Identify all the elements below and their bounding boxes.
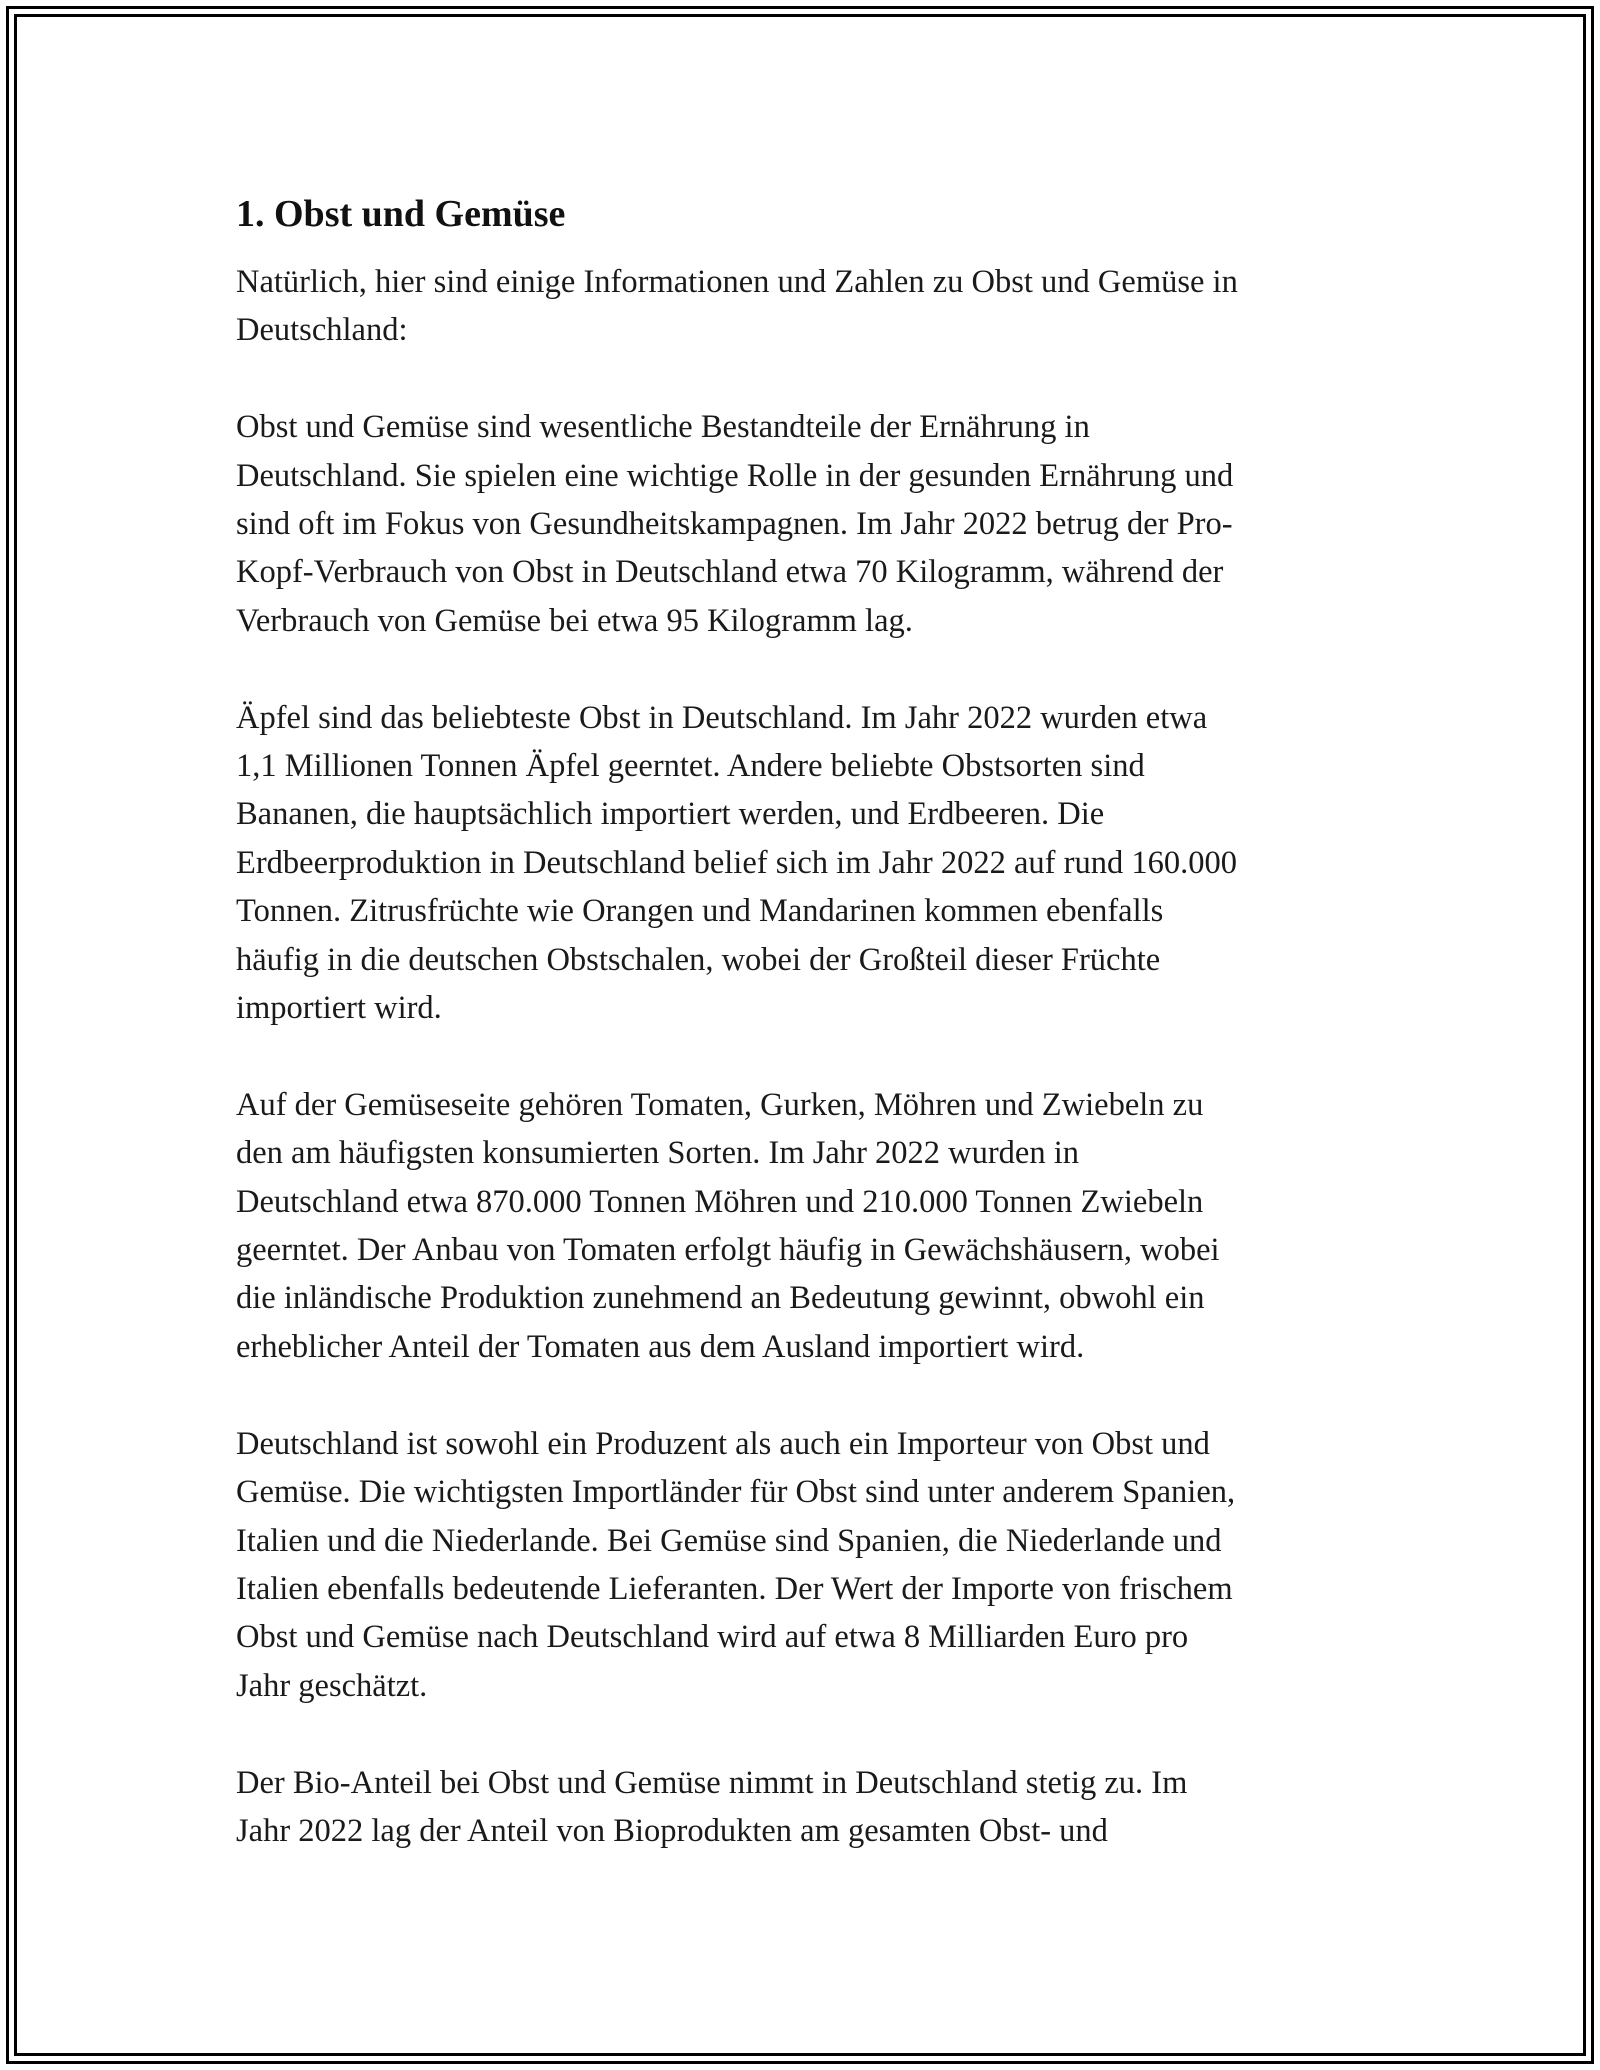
paragraph-line: Bananen, die hauptsächlich importiert werden, und Erdbeeren. Die <box>236 796 1105 833</box>
paragraph-line: Äpfel sind das beliebteste Obst in Deutschland. Im Jahr 2022 wurden etwa <box>236 699 1208 736</box>
paragraph-line: häufig in die deutschen Obstschalen, wobei der Großteil dieser Früchte <box>236 941 1161 978</box>
paragraph-line: Deutschland ist sowohl ein Produzent als auch ein Importeur von Obst und <box>236 1425 1210 1462</box>
paragraph-line: Italien und die Niederlande. Bei Gemüse sind Spanien, die Niederlande und <box>236 1522 1222 1559</box>
paragraph-line: Erdbeerproduktion in Deutschland belief sich im Jahr 2022 auf rund 160.000 <box>236 844 1237 881</box>
paragraph <box>236 1081 1376 1371</box>
paragraph-line: die inländische Produktion zunehmend an Bedeutung gewinnt, obwohl ein <box>236 1280 1205 1317</box>
paragraph-line: Natürlich, hier sind einige Informationen und Zahlen zu Obst und Gemüse in <box>236 264 1238 300</box>
paragraph-line: den am häufigsten konsumierten Sorten. Im Jahr 2022 wurden in <box>236 1135 1080 1172</box>
paragraph-line: Deutschland. Sie spielen eine wichtige Rolle in der gesunden Ernährung und <box>236 457 1234 494</box>
paragraph-line: importiert wird. <box>236 990 442 1027</box>
section-heading: 1. Obst und Gemüse <box>236 193 566 235</box>
paragraph <box>236 403 1376 645</box>
paragraph-line: Jahr 2022 lag der Anteil von Bioprodukten am gesamten Obst- und <box>236 1812 1108 1849</box>
paragraph-line: erheblicher Anteil der Tomaten aus dem Ausland importiert wird. <box>236 1328 1085 1365</box>
paragraph-line: geerntet. Der Anbau von Tomaten erfolgt häufig in Gewächshäusern, wobei <box>236 1232 1220 1269</box>
paragraph <box>236 694 1376 1033</box>
paragraph <box>236 1759 1376 1856</box>
paragraph-line: Deutschland etwa 870.000 Tonnen Möhren und 210.000 Tonnen Zwiebeln <box>236 1183 1204 1220</box>
paragraph-line: Italien ebenfalls bedeutende Lieferanten. Der Wert der Importe von frischem <box>236 1570 1233 1607</box>
paragraph-line: Tonnen. Zitrusfrüchte wie Orangen und Mandarinen kommen ebenfalls <box>236 893 1164 930</box>
paragraph-line: Jahr geschätzt. <box>236 1667 428 1704</box>
paragraph-list <box>236 258 1376 1855</box>
paragraph-line: Deutschland: <box>236 312 408 349</box>
paragraph-line: Verbrauch von Gemüse bei etwa 95 Kilogramm lag. <box>236 602 913 639</box>
paragraph-line: 1,1 Millionen Tonnen Äpfel geerntet. Andere beliebte Obstsorten sind <box>236 748 1145 785</box>
paragraph-line: sind oft im Fokus von Gesundheitskampagnen. Im Jahr 2022 betrug der Pro- <box>236 506 1233 543</box>
paragraph-line: Obst und Gemüse nach Deutschland wird auf etwa 8 Milliarden Euro pro <box>236 1619 1189 1656</box>
paragraph-line: Der Bio-Anteil bei Obst und Gemüse nimmt in Deutschland stetig zu. Im <box>236 1764 1188 1801</box>
paragraph-line: Kopf-Verbrauch von Obst in Deutschland etwa 70 Kilogramm, während der <box>236 554 1224 591</box>
paragraph <box>236 1420 1376 1710</box>
paragraph-line: Auf der Gemüseseite gehören Tomaten, Gurken, Möhren und Zwiebeln zu <box>236 1086 1204 1123</box>
paragraph-line: Obst und Gemüse sind wesentliche Bestandteile der Ernährung in <box>236 409 1090 446</box>
document-body <box>236 186 1376 1855</box>
paragraph <box>236 258 1376 355</box>
paragraph-line: Gemüse. Die wichtigsten Importländer für Obst sind unter anderem Spanien, <box>236 1474 1236 1511</box>
